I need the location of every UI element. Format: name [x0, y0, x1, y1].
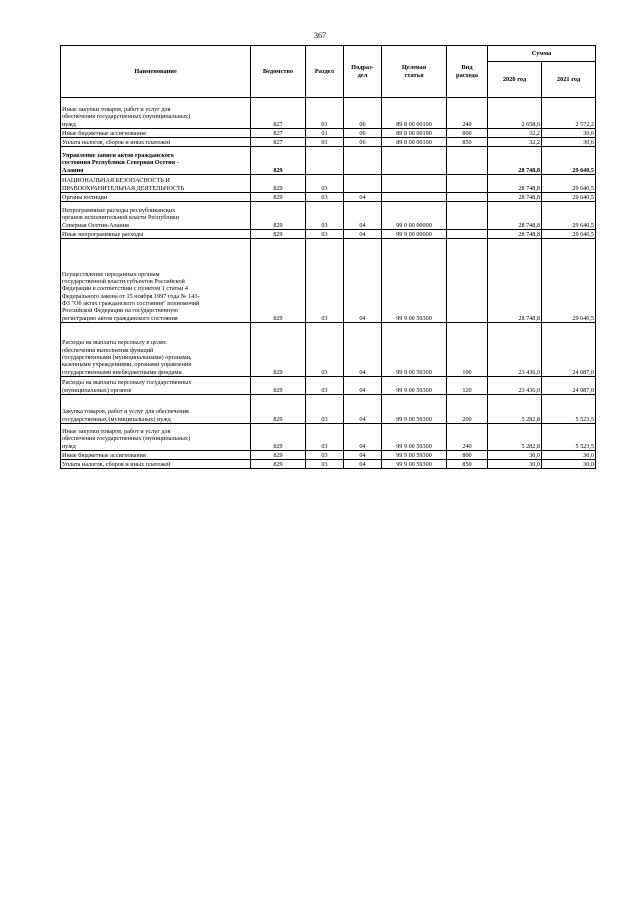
- cell-sum-2020: 28 748,8: [488, 230, 542, 239]
- cell-department: 829: [251, 323, 306, 377]
- cell-sum-2020: 28 748,8: [488, 239, 542, 323]
- cell-expense-type: 800: [447, 451, 488, 460]
- cell-sum-2020: 30,0: [488, 460, 542, 469]
- cell-section: 01: [306, 138, 344, 147]
- cell-target-item: 99 0 00 00000: [382, 202, 447, 230]
- cell-subsection: 04: [344, 424, 382, 451]
- cell-name: Уплата налогов, сборов и иных платежей: [61, 138, 251, 147]
- cell-section: 01: [306, 129, 344, 138]
- cell-name: Непрограммные расходы республиканских органов исполнительной власти Республики Северная Осетия-Алания: [61, 202, 251, 230]
- cell-department: 829: [251, 395, 306, 424]
- header-department: Ведомство: [251, 46, 306, 98]
- cell-target-item: [382, 175, 447, 193]
- cell-target-item: 99 9 00 59300: [382, 424, 447, 451]
- cell-subsection: [344, 147, 382, 175]
- cell-name: Иные закупки товаров, работ и услуг для обеспечения государственных (муниципальных) нужд: [61, 98, 251, 129]
- table-row: [61, 377, 596, 395]
- cell-section: 03: [306, 239, 344, 323]
- cell-name: Иные непрограммные расходы: [61, 230, 251, 239]
- cell-sum-2021: 30,6: [542, 129, 596, 138]
- cell-expense-type: 200: [447, 395, 488, 424]
- cell-subsection: [344, 175, 382, 193]
- cell-subsection: 06: [344, 129, 382, 138]
- cell-subsection: 04: [344, 239, 382, 323]
- cell-name: Иные бюджетные ассигнования: [61, 451, 251, 460]
- cell-expense-type: 850: [447, 460, 488, 469]
- cell-expense-type: 120: [447, 377, 488, 395]
- cell-subsection: 04: [344, 230, 382, 239]
- cell-expense-type: [447, 239, 488, 323]
- cell-sum-2020: 5 282,8: [488, 424, 542, 451]
- cell-target-item: 99 9 00 00000: [382, 230, 447, 239]
- cell-name: Управление записи актов гражданского состояния Республики Северная Осетия - Алания: [61, 147, 251, 175]
- table-row: [61, 239, 596, 323]
- header-target-item: Целевая статья: [382, 46, 447, 98]
- cell-sum-2021: 30,0: [542, 460, 596, 469]
- cell-department: 827: [251, 129, 306, 138]
- cell-section: 03: [306, 230, 344, 239]
- cell-name: Уплата налогов, сборов и иных платежей: [61, 460, 251, 469]
- cell-target-item: 99 9 00 59300: [382, 451, 447, 460]
- cell-subsection: 04: [344, 377, 382, 395]
- table-row: [61, 147, 596, 175]
- table-row: [61, 138, 596, 147]
- cell-sum-2020: 32,2: [488, 129, 542, 138]
- cell-expense-type: [447, 193, 488, 202]
- cell-target-item: [382, 147, 447, 175]
- cell-department: 829: [251, 451, 306, 460]
- cell-sum-2020: 2 658,6: [488, 98, 542, 129]
- cell-department: 829: [251, 377, 306, 395]
- header-year-2021: 2021 год: [542, 62, 596, 98]
- cell-name: Расходы на выплаты персоналу в целях обеспечения выполнения функций государственными (муниципальными) органами, казенными учреждениями, органами управления государственными внебюджетными фондами: [61, 323, 251, 377]
- cell-section: 01: [306, 98, 344, 129]
- cell-department: 829: [251, 175, 306, 193]
- cell-sum-2021: 29 640,5: [542, 147, 596, 175]
- table-row: [61, 451, 596, 460]
- cell-department: 829: [251, 239, 306, 323]
- cell-target-item: [382, 193, 447, 202]
- header-expense-type: Вид расхода: [447, 46, 488, 98]
- cell-name: НАЦИОНАЛЬНАЯ БЕЗОПАСНОСТЬ И ПРАВООХРАНИТЕЛЬНАЯ ДЕЯТЕЛЬНОСТЬ: [61, 175, 251, 193]
- cell-sum-2020: 28 748,8: [488, 147, 542, 175]
- cell-department: 829: [251, 193, 306, 202]
- page-number: 367: [314, 31, 326, 40]
- cell-sum-2020: 28 748,8: [488, 175, 542, 193]
- cell-sum-2021: 29 640,5: [542, 175, 596, 193]
- cell-sum-2021: 24 087,0: [542, 323, 596, 377]
- cell-sum-2020: 5 282,8: [488, 395, 542, 424]
- cell-name: Закупка товаров, работ и услуг для обеспечения государственных (муниципальных) нужд: [61, 395, 251, 424]
- cell-sum-2021: 30,0: [542, 451, 596, 460]
- cell-sum-2021: 29 640,5: [542, 230, 596, 239]
- cell-sum-2021: 30,6: [542, 138, 596, 147]
- cell-expense-type: 240: [447, 98, 488, 129]
- cell-section: 03: [306, 424, 344, 451]
- cell-expense-type: 850: [447, 138, 488, 147]
- cell-department: 829: [251, 147, 306, 175]
- header-sum: Сумма: [488, 46, 596, 62]
- header-year-2020: 2020 год: [488, 62, 542, 98]
- cell-section: 03: [306, 451, 344, 460]
- cell-subsection: 04: [344, 395, 382, 424]
- cell-department: 829: [251, 460, 306, 469]
- cell-expense-type: [447, 230, 488, 239]
- cell-section: 03: [306, 377, 344, 395]
- table-row: [61, 395, 596, 424]
- cell-expense-type: [447, 147, 488, 175]
- cell-sum-2020: 30,0: [488, 451, 542, 460]
- header-name: Наименование: [61, 46, 251, 98]
- cell-sum-2021: 2 572,2: [542, 98, 596, 129]
- cell-department: 829: [251, 424, 306, 451]
- cell-sum-2021: 29 640,5: [542, 202, 596, 230]
- table-row: [61, 202, 596, 230]
- cell-subsection: 04: [344, 202, 382, 230]
- cell-name: Иные закупки товаров, работ и услуг для обеспечения государственных (муниципальных) нужд: [61, 424, 251, 451]
- cell-name: Иные бюджетные ассигнования: [61, 129, 251, 138]
- cell-expense-type: 800: [447, 129, 488, 138]
- cell-subsection: 04: [344, 451, 382, 460]
- cell-department: 829: [251, 202, 306, 230]
- cell-sum-2021: 29 640,5: [542, 239, 596, 323]
- budget-table: [60, 45, 596, 469]
- cell-name: Органы юстиции: [61, 193, 251, 202]
- cell-expense-type: [447, 175, 488, 193]
- cell-subsection: 06: [344, 138, 382, 147]
- cell-subsection: 04: [344, 460, 382, 469]
- table-row: [61, 129, 596, 138]
- cell-sum-2021: 29 640,5: [542, 193, 596, 202]
- cell-sum-2020: 28 748,8: [488, 202, 542, 230]
- cell-name: Осуществление переданных органам государственной власти субъектов Российской Федерации в соответствии с пунктом 1 статьи 4 Федерального закона от 15 ноября 1997 года № 143- ФЗ "Об актах гражданского состояния" полномочий Российской Федерации на государственную регистрацию актов гражданского состояния: [61, 239, 251, 323]
- cell-department: 829: [251, 230, 306, 239]
- cell-section: 03: [306, 395, 344, 424]
- cell-sum-2020: 32,2: [488, 138, 542, 147]
- cell-target-item: 99 9 00 59300: [382, 323, 447, 377]
- cell-section: 03: [306, 323, 344, 377]
- cell-subsection: 06: [344, 98, 382, 129]
- cell-section: 03: [306, 202, 344, 230]
- table-row: [61, 193, 596, 202]
- cell-sum-2021: 5 523,5: [542, 395, 596, 424]
- cell-target-item: 89 8 00 00190: [382, 138, 447, 147]
- cell-target-item: 99 9 00 59300: [382, 395, 447, 424]
- cell-sum-2021: 5 523,5: [542, 424, 596, 451]
- cell-expense-type: [447, 202, 488, 230]
- table-row: [61, 175, 596, 193]
- cell-target-item: 99 9 00 59300: [382, 460, 447, 469]
- table-body: [61, 98, 596, 469]
- cell-target-item: 89 8 00 00190: [382, 129, 447, 138]
- cell-name: Расходы на выплаты персоналу государственных (муниципальных) органов: [61, 377, 251, 395]
- cell-section: [306, 147, 344, 175]
- header-subsection: Подраз- дел: [344, 46, 382, 98]
- header-section: Раздел: [306, 46, 344, 98]
- cell-department: 827: [251, 98, 306, 129]
- cell-section: 03: [306, 460, 344, 469]
- cell-sum-2020: 28 748,8: [488, 193, 542, 202]
- table-row: [61, 424, 596, 451]
- cell-department: 827: [251, 138, 306, 147]
- cell-section: 03: [306, 175, 344, 193]
- cell-expense-type: 100: [447, 323, 488, 377]
- cell-subsection: 04: [344, 193, 382, 202]
- cell-sum-2020: 23 436,0: [488, 377, 542, 395]
- cell-target-item: 99 9 00 59300: [382, 239, 447, 323]
- cell-expense-type: 240: [447, 424, 488, 451]
- cell-subsection: 04: [344, 323, 382, 377]
- table-row: [61, 230, 596, 239]
- table-row: [61, 460, 596, 469]
- table-row: [61, 323, 596, 377]
- cell-target-item: 89 8 00 00190: [382, 98, 447, 129]
- cell-target-item: 99 9 00 59300: [382, 377, 447, 395]
- cell-section: 03: [306, 193, 344, 202]
- cell-sum-2021: 24 087,0: [542, 377, 596, 395]
- cell-sum-2020: 23 436,0: [488, 323, 542, 377]
- table-row: [61, 98, 596, 129]
